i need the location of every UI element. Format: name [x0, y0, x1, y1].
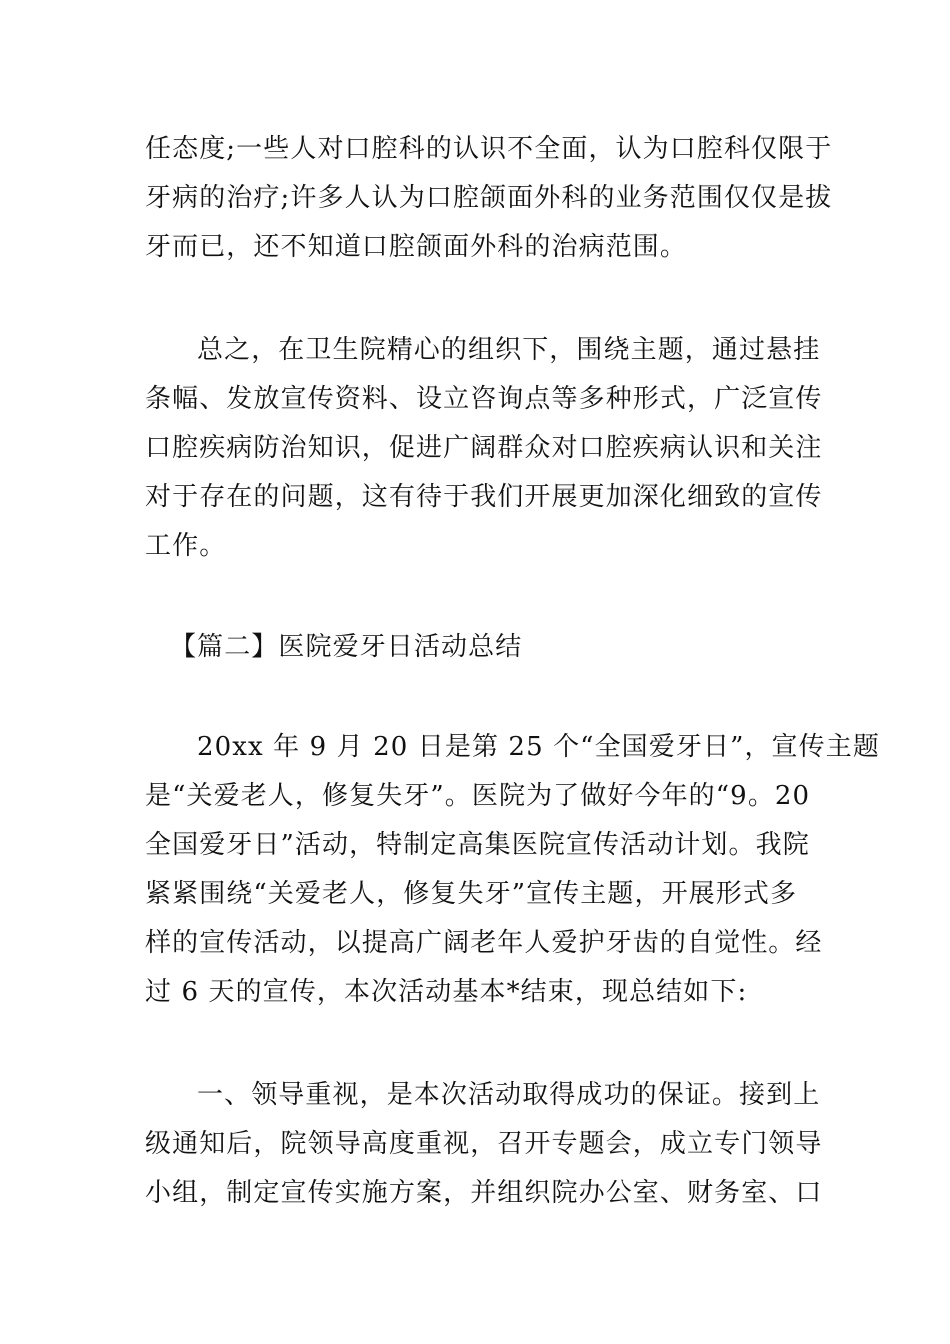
paragraph-line: 一、领导重视，是本次活动取得成功的保证。接到上	[197, 1080, 821, 1110]
paragraph-line: 全国爱牙日”活动，特制定高集医院宣传活动计划。我院	[145, 830, 810, 860]
paragraph-line: 牙而已，还不知道口腔颌面外科的治病范围。	[145, 232, 688, 262]
paragraph-line: 条幅、发放宣传资料、设立咨询点等多种形式，广泛宣传	[145, 384, 823, 414]
paragraph-line: 紧紧围绕“关爱老人，修复失牙”宣传主题，开展形式多	[145, 879, 798, 909]
paragraph-line: 牙病的治疗;许多人认为口腔颌面外科的业务范围仅仅是拔	[145, 183, 833, 213]
paragraph-line: 20xx 年 9 月 20 日是第 25 个“全国爱牙日”，宣传主题	[197, 732, 880, 762]
paragraph-line: 样的宣传活动，以提高广阔老年人爱护牙齿的自觉性。经	[145, 928, 823, 958]
paragraph-line: 工作。	[145, 531, 227, 561]
paragraph-line: 对于存在的问题，这有待于我们开展更加深化细致的宣传	[145, 482, 823, 512]
paragraph-line: 级通知后，院领导高度重视，召开专题会，成立专门领导	[145, 1129, 823, 1159]
paragraph-line: 口腔疾病防治知识，促进广阔群众对口腔疾病认识和关注	[145, 433, 823, 463]
paragraph-line: 小组，制定宣传实施方案，并组织院办公室、财务室、口	[145, 1178, 823, 1208]
section-heading: 【篇二】医院爱牙日活动总结	[170, 632, 523, 662]
paragraph-line: 总之，在卫生院精心的组织下，围绕主题，通过悬挂	[197, 335, 821, 365]
paragraph-line: 过 6 天的宣传，本次活动基本*结束，现总结如下:	[145, 977, 748, 1007]
paragraph-line: 任态度;一些人对口腔科的认识不全面，认为口腔科仅限于	[145, 134, 833, 164]
paragraph-line: 是“关爱老人，修复失牙”。医院为了做好今年的“9。20	[145, 781, 811, 811]
